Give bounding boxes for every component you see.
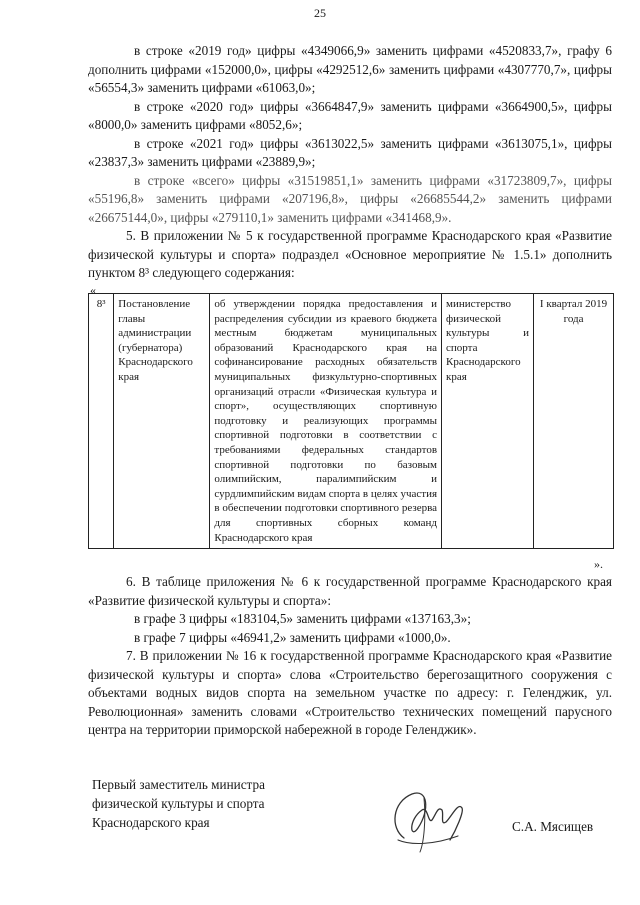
cell-number: 8³ [89,294,114,549]
paragraph-item-6: 6. В таблице приложения № 6 к государственной программе Краснодарского края «Развитие физической культуры и спорта»: [88,574,612,608]
cell-description: об утверждении порядка предоставления и распределения субсидии из краевого бюджета местным бюджетам муниципальных образований Краснодарского края на софинансирование расходных обязательств муниципальных физкультурно-спортивных организаций отрасли «Физическая культура и спорт», осуществляющих спортивную подготовку и реализующих программы спортивной подготовки в соответствии с требованиями федеральных стандартов спортивной подготовки по базовым олимпийским, паралимпийским и сурдлимпийским видам спорта в целях участия в обеспечении подготовки спортивного резерва для спортивных сборных команд Краснодарского края [210,294,442,549]
handwritten-signature-icon [378,780,474,858]
paragraph-2019: в строке «2019 год» цифры «4349066,9» заменить цифрами «4520833,7», графу 6 дополнить цифрами «152000,0», цифры «4292512,6» заменить цифрами «4307770,7», цифры «56554,3» заменить цифрами «61063,0»; [88,43,612,95]
paragraph-column-3: в графе 3 цифры «183104,5» заменить цифрами «137163,3»; [134,611,471,626]
signatory-title-line: физической культуры и спорта [92,796,265,811]
signatory-title-line: Первый заместитель министра [92,777,265,792]
cell-document-type: Постановление главы администрации (губернатора) Краснодарского края [114,294,210,549]
amendments-block-bottom [88,573,612,740]
signatory-title-line: Краснодарского края [92,815,210,830]
paragraph-total: в строке «всего» цифры «31519851,1» заменить цифрами «31723809,7», цифры «55196,8» заменить цифрами «207196,8», цифры «26685544,2» заменить цифрами «26675144,0», цифры «279110,1» заменить цифрами «341468,9». [88,172,612,225]
signatory-name: С.А. Мясищев [512,819,594,834]
cell-responsible: министерство физической культуры и спорта Краснодарского края [442,294,534,549]
appendix-table [88,293,614,549]
page-number: 25 [314,6,326,20]
paragraph-2021: в строке «2021 год» цифры «3613022,5» заменить цифрами «3613075,1», цифры «23837,3» заменить цифрами «23889,9»; [88,135,612,169]
table-row [89,294,614,549]
cell-deadline: I квартал 2019 года [534,294,614,549]
amendments-block-top [88,42,612,283]
paragraph-item-5: 5. В приложении № 5 к государственной программе Краснодарского края «Развитие физической культуры и спорта» подраздел «Основное мероприятие № 1.5.1» дополнить пунктом 8³ следующего содержания: [88,228,612,280]
table-close-quote: ». [594,557,603,571]
table-open-quote: « [90,283,96,297]
signatory-title [92,775,265,832]
paragraph-column-7: в графе 7 цифры «46941,2» заменить цифрами «1000,0». [134,629,451,645]
paragraph-2020: в строке «2020 год» цифры «3664847,9» заменить цифрами «3664900,5», цифры «8000,0» заменить цифрами «8052,6»; [88,98,612,132]
paragraph-item-7: 7. В приложении № 16 к государственной программе Краснодарского края «Развитие физической культуры и спорта» слова «Строительство берегозащитного сооружения с объектами водных видов спорта на земельном участке по адресу: г. Геленджик, ул. Революционная» заменить словами «Строительство технических помещений парусного центра на территории приморской набережной в городе Геленджик». [88,648,612,737]
